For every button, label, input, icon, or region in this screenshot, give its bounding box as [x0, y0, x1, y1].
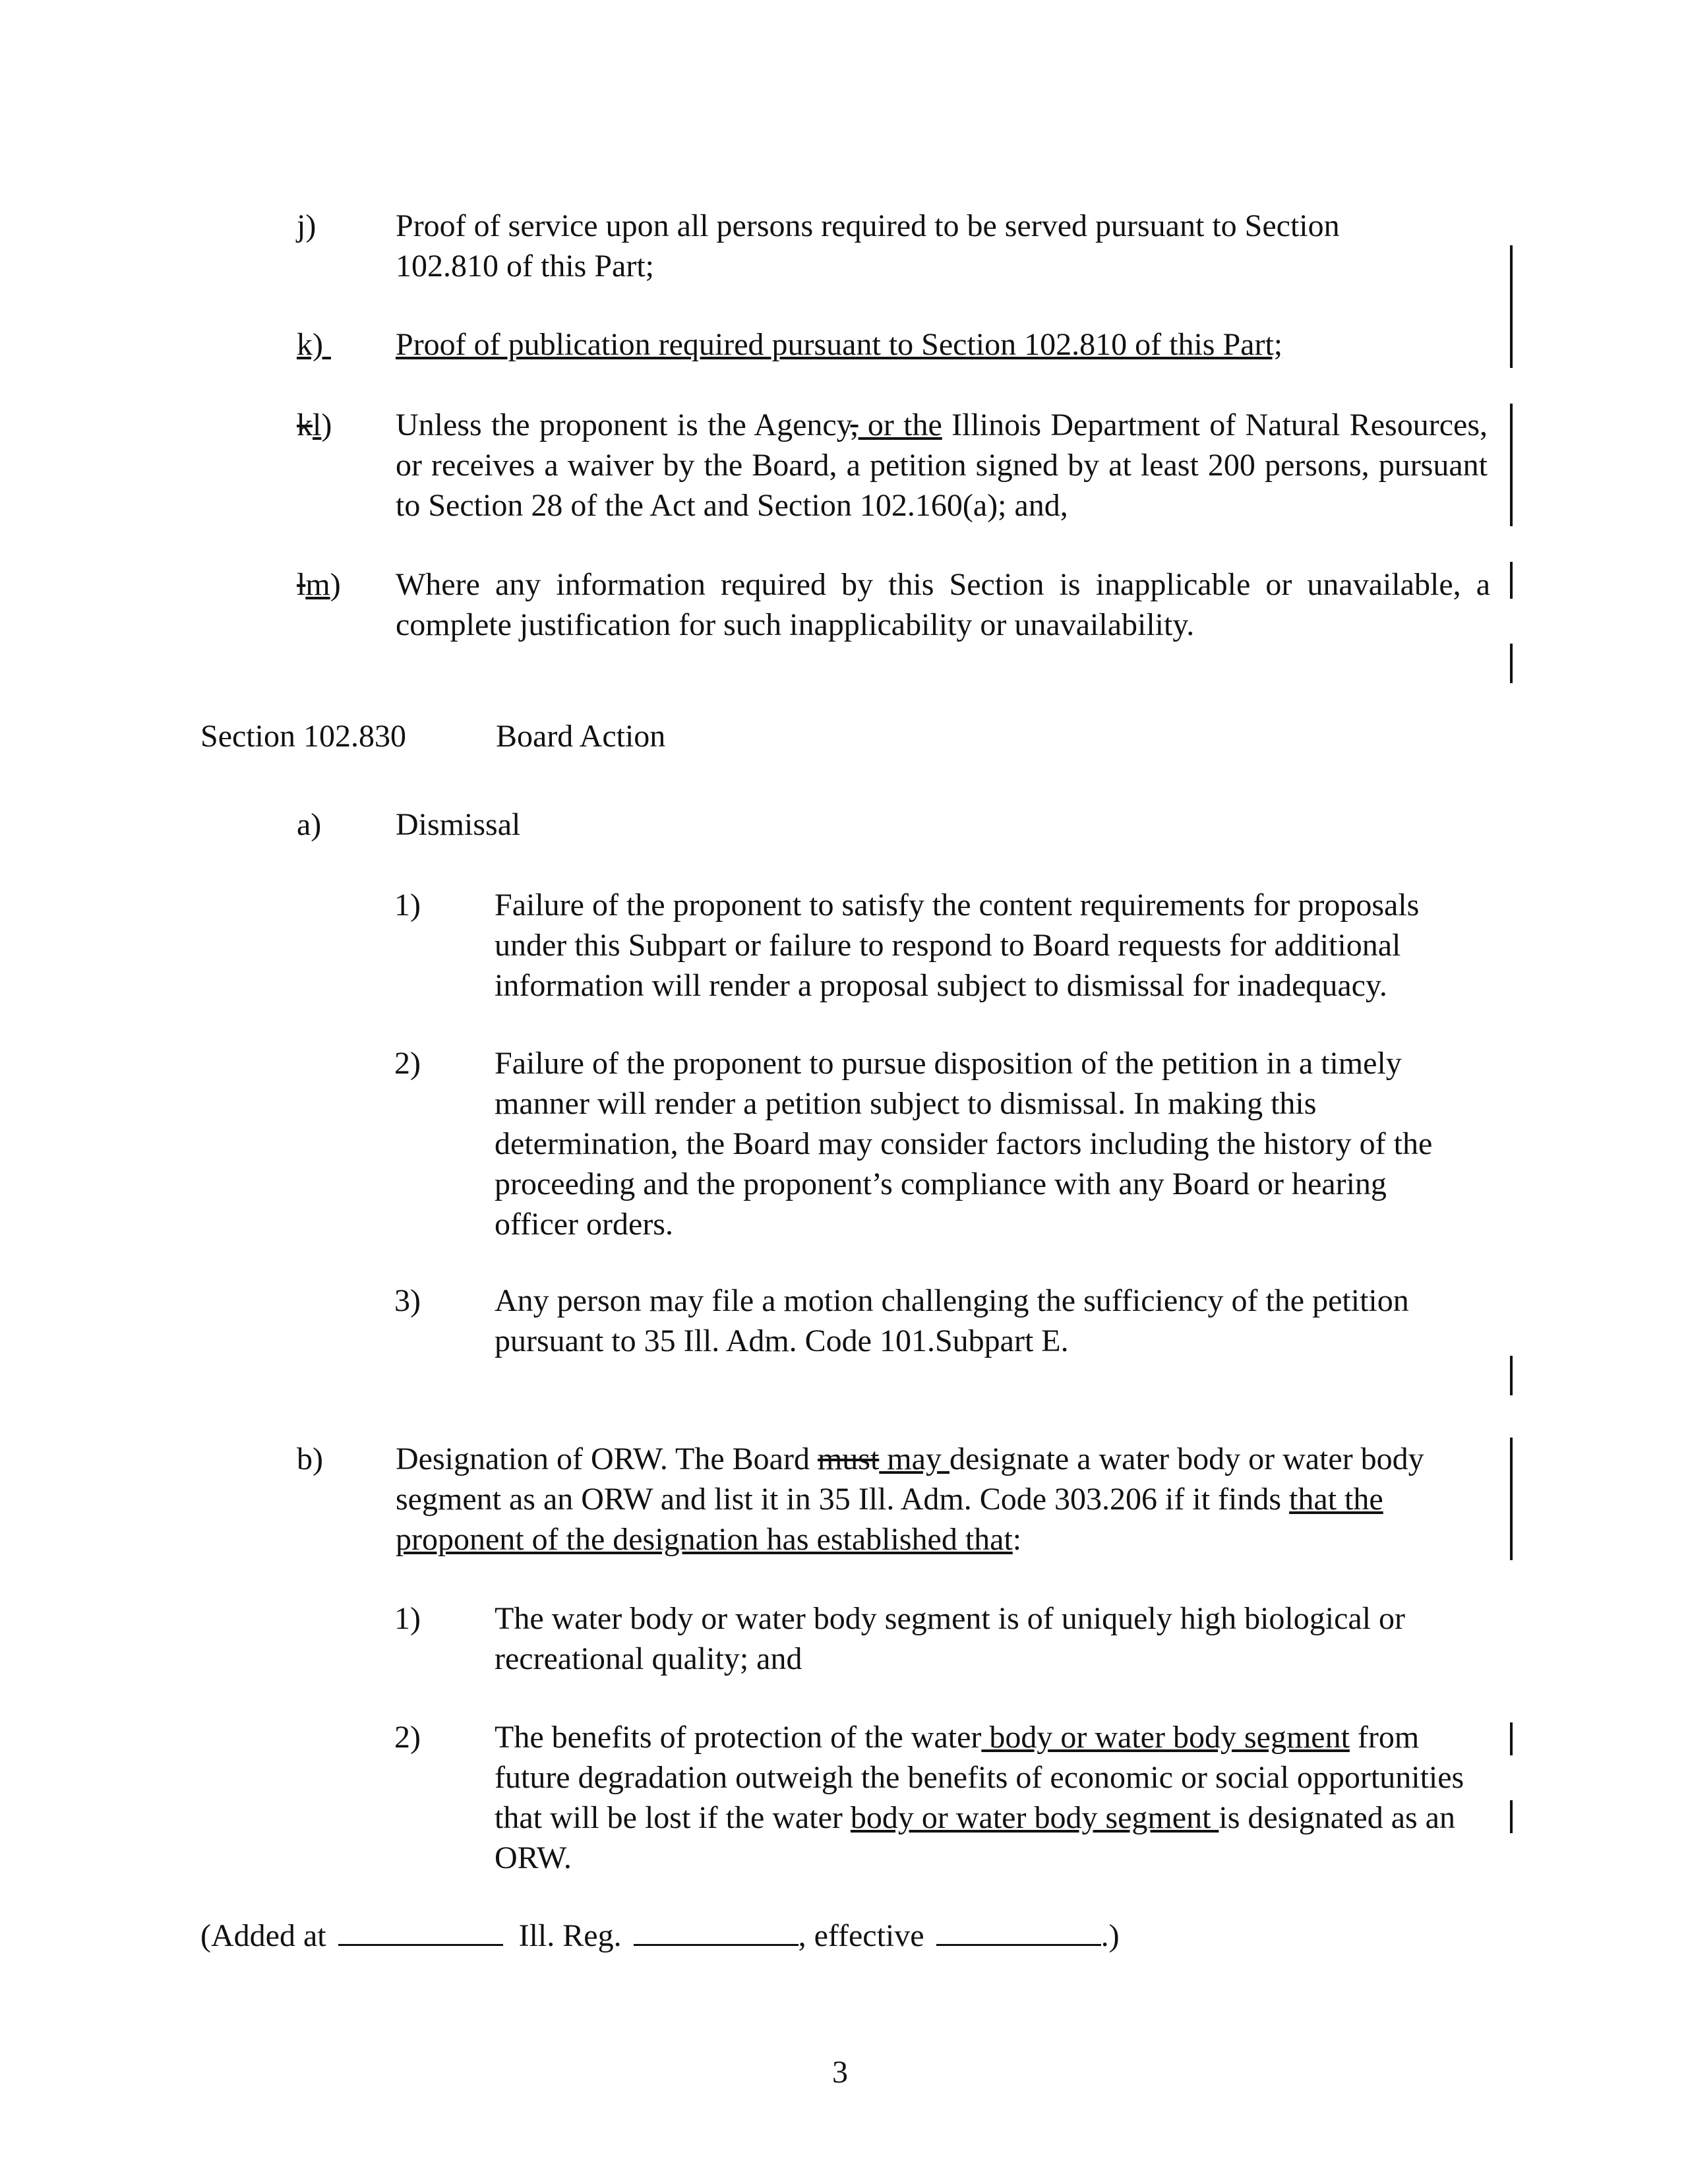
item-k-label: k) — [297, 327, 323, 362]
item-b-label: b) — [297, 1441, 323, 1476]
revision-bar — [1510, 1800, 1513, 1833]
page-number: 3 — [832, 2055, 848, 2090]
revision-bar — [1510, 562, 1513, 599]
item-j-label: j) — [297, 208, 316, 243]
item-lm-label: lm) — [297, 567, 341, 602]
item-a2-text: Failure of the proponent to pursue disposition of the petition in a timely manner will render a petition subject to dismissal. In making this determination, the Board may consider factors including the history of the proceeding and the proponent’s compliance with any Board or hearing officer orders. — [495, 1046, 1433, 1242]
item-b2-text: The benefits of protection of the water body or water body segment from future degradation outweigh the benefits of economic or social opportunities that will be lost if the water body or water body segment is designated as an ORW. — [495, 1720, 1464, 1875]
item-b1-label: 1) — [394, 1601, 421, 1636]
blank-line — [634, 1915, 799, 1946]
item-a1-label: 1) — [394, 888, 421, 923]
item-b1-text: The water body or water body segment is of uniquely high biological or recreational quality; and — [495, 1601, 1406, 1676]
item-k-text: Proof of publication required pursuant to Section 102.810 of this Part; — [396, 327, 1283, 362]
item-b2-label: 2) — [394, 1720, 421, 1755]
item-lm-text: Where any information required by this Section is inapplicable or unavailable, a complete justification for such inapplicability or unavailability. — [396, 567, 1490, 642]
item-a3-label: 3) — [394, 1283, 421, 1318]
item-a-label: a) — [297, 807, 322, 842]
item-kl-label: kl) — [297, 408, 332, 442]
blank-line — [338, 1915, 503, 1946]
item-a1-text: Failure of the proponent to satisfy the content requirements for proposals under this Subpart or failure to respond to Board requests for additional information will render a proposal subject to dismissal for inadequacy. — [495, 888, 1420, 1003]
section-heading — [200, 716, 406, 756]
revision-bar — [1510, 644, 1513, 683]
item-a-heading: Dismissal — [396, 807, 521, 842]
section-number: Section 102.830 — [200, 719, 406, 754]
item-b-text: Designation of ORW. The Board must may designate a water body or water body segment as an ORW and list it in 35 Ill. Adm. Code 303.206 if it finds that the proponent of the designation has established that: — [396, 1441, 1424, 1557]
item-a3-text: Any person may file a motion challenging the sufficiency of the petition pursuant to 35 Ill. Adm. Code 101.Subpart E. — [495, 1283, 1409, 1358]
revision-bar — [1510, 1438, 1513, 1560]
history-note: (Added at Ill. Reg. , effective .) — [200, 1915, 1120, 1956]
section-title: Board Action — [496, 719, 666, 754]
item-kl-text: Unless the proponent is the Agency, or the Illinois Department of Natural Resources, or receives a waiver by the Board, a petition signed by at least 200 persons, pursuant to Section 28 of the Act and Section 102.160(a); and, — [396, 408, 1488, 523]
revision-bar — [1510, 1356, 1513, 1395]
item-j-text: Proof of service upon all persons required to be served pursuant to Section 102.810 of this Part; — [396, 208, 1340, 284]
blank-line — [936, 1915, 1101, 1946]
revision-bar — [1510, 1722, 1513, 1755]
revision-bar — [1510, 404, 1513, 526]
item-a2-label: 2) — [394, 1046, 421, 1081]
revision-bar — [1510, 245, 1513, 368]
